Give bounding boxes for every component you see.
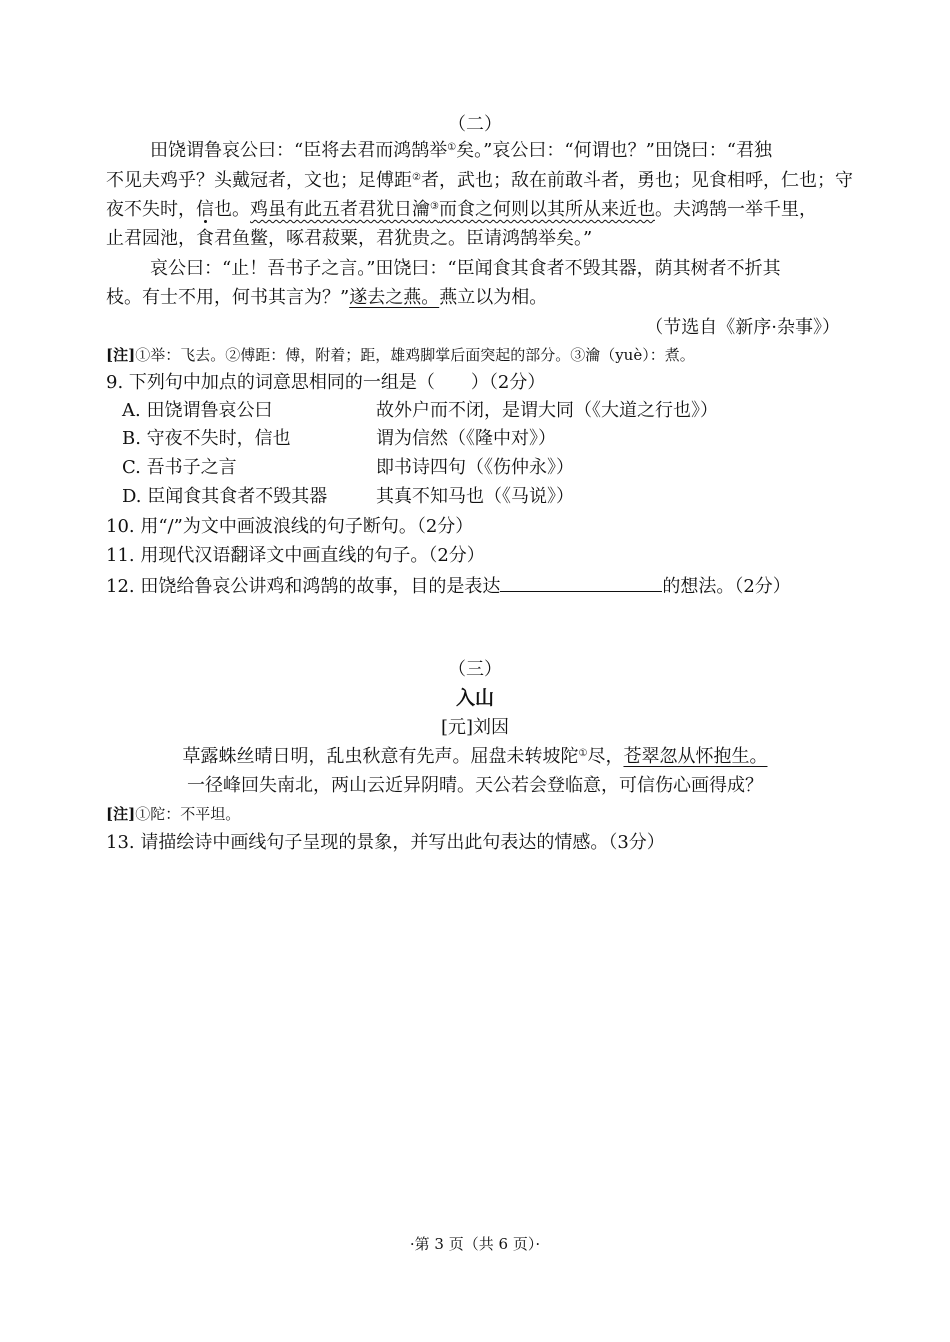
note-tag: [注]: [106, 805, 136, 823]
poem-line-2: 一径峰回失南北，两山云近异阴晴。天公若会登临意，可信伤心画得成？: [187, 775, 763, 796]
question-10: 10. 用“/”为文中画波浪线的句子断句。（2分）: [106, 516, 474, 537]
footnote-marker: ①: [447, 142, 457, 153]
option-a-right: 故外户而不闭，是谓大同（《大道之行也》）: [376, 400, 718, 421]
passage-line-5: 哀公曰：“止！吾书子之言。”田饶曰：“臣闻食其食者不毁其器，荫其树者不折其: [150, 258, 781, 279]
passage-text: 不见夫鸡乎？头戴冠者，文也；足傅距: [106, 170, 412, 191]
passage-line-2: [106, 166, 853, 195]
passage-line-1: [150, 136, 772, 165]
passage-text: 夜不失时，: [106, 199, 196, 220]
wavy-underlined-sentence: [250, 199, 655, 220]
option-d-right: 其真不知马也（《马说》）: [376, 486, 574, 507]
passage-note: [106, 341, 695, 370]
passage-text: 。夫鸿鹄一举千里，: [654, 199, 817, 220]
passage-line-6: [106, 283, 547, 312]
footnote-marker: ③: [430, 201, 439, 212]
question-13: 13. 请描绘诗中画线句子呈现的景象，并写出此句表达的情感。（3分）: [106, 832, 665, 853]
passage-text: 矣。”哀公曰：“何谓也？”田饶曰：“君独: [456, 140, 772, 161]
passage-text: 燕立以为相。: [439, 287, 548, 308]
footnote-marker: ②: [412, 172, 421, 183]
question-9-option-d: [122, 482, 842, 511]
wavy-text: 而食之何则以其所从来近也: [438, 199, 655, 220]
poem-text: 草露蛛丝晴日明，乱虫秋意有先声。屈盘未转坡陀: [182, 746, 579, 767]
poem-text: 尽，: [587, 746, 624, 767]
poem-author: [元]刘因: [440, 717, 510, 738]
passage-text: 枝。有士不用，何书其言为？”: [106, 287, 350, 308]
passage-line-3: [106, 195, 817, 224]
passage-text: 也。: [214, 199, 250, 220]
passage-text: 者，武也；敌在前敢斗者，勇也；见食相呼，仁也；守: [420, 170, 853, 191]
page-footer: ·第 3 页（共 6 页）·: [409, 1235, 541, 1253]
question-9-stem: 9. 下列句中加点的词意思相同的一组是（ ）（2分）: [106, 372, 546, 393]
poem-line-1: [0, 742, 950, 771]
note-tag: [注]: [106, 346, 136, 364]
footnote-marker: ①: [578, 748, 588, 759]
straight-underlined-sentence: 遂去之燕。: [349, 287, 440, 308]
poem-underlined-line: 苍翠忽从怀抱生。: [623, 746, 768, 767]
poem-note: [106, 800, 240, 829]
section-2-header: （二）: [448, 114, 502, 135]
question-9-option-b: [122, 424, 842, 453]
dotted-word: 信: [196, 199, 214, 220]
passage-line-4: 止君园池，食君鱼鳖，啄君菽粟，君犹贵之。臣请鸿鹄举矣。”: [106, 228, 593, 249]
poem-title: 入山: [455, 687, 494, 709]
question-12: [106, 571, 791, 601]
question-12-text: 12. 田饶给鲁哀公讲鸡和鸿鹄的故事，目的是表达: [106, 576, 501, 597]
option-c-left: C. 吾书子之言: [122, 457, 237, 478]
option-b-left: B. 守夜不失时，信也: [122, 428, 291, 449]
note-text: ①举：飞去。②傅距：傅，附着；距，雄鸡脚掌后面突起的部分。③瀹（yuè）：煮。: [135, 346, 695, 364]
passage-source: （节选自《新序·杂事》）: [645, 317, 840, 338]
answer-blank[interactable]: [500, 571, 662, 592]
question-11: 11. 用现代汉语翻译文中画直线的句子。（2分）: [106, 545, 485, 566]
option-b-right: 谓为信然（《隆中对》）: [376, 428, 556, 449]
question-9-option-c: [122, 453, 842, 482]
wavy-text: 鸡虽有此五者君犹日瀹: [250, 199, 430, 220]
question-12-text: 的想法。（2分）: [662, 576, 791, 597]
option-a-left: A. 田饶谓鲁哀公曰: [122, 400, 273, 421]
question-9-option-a: [122, 396, 842, 425]
option-c-right: 即书诗四句（《伤仲永》）: [376, 457, 574, 478]
section-3-header: （三）: [448, 659, 502, 680]
passage-text: 田饶谓鲁哀公曰：“臣将去君而鸿鹄举: [150, 140, 448, 161]
note-text: ①陀：不平坦。: [135, 805, 241, 823]
option-d-left: D. 臣闻食其食者不毁其器: [122, 486, 328, 507]
